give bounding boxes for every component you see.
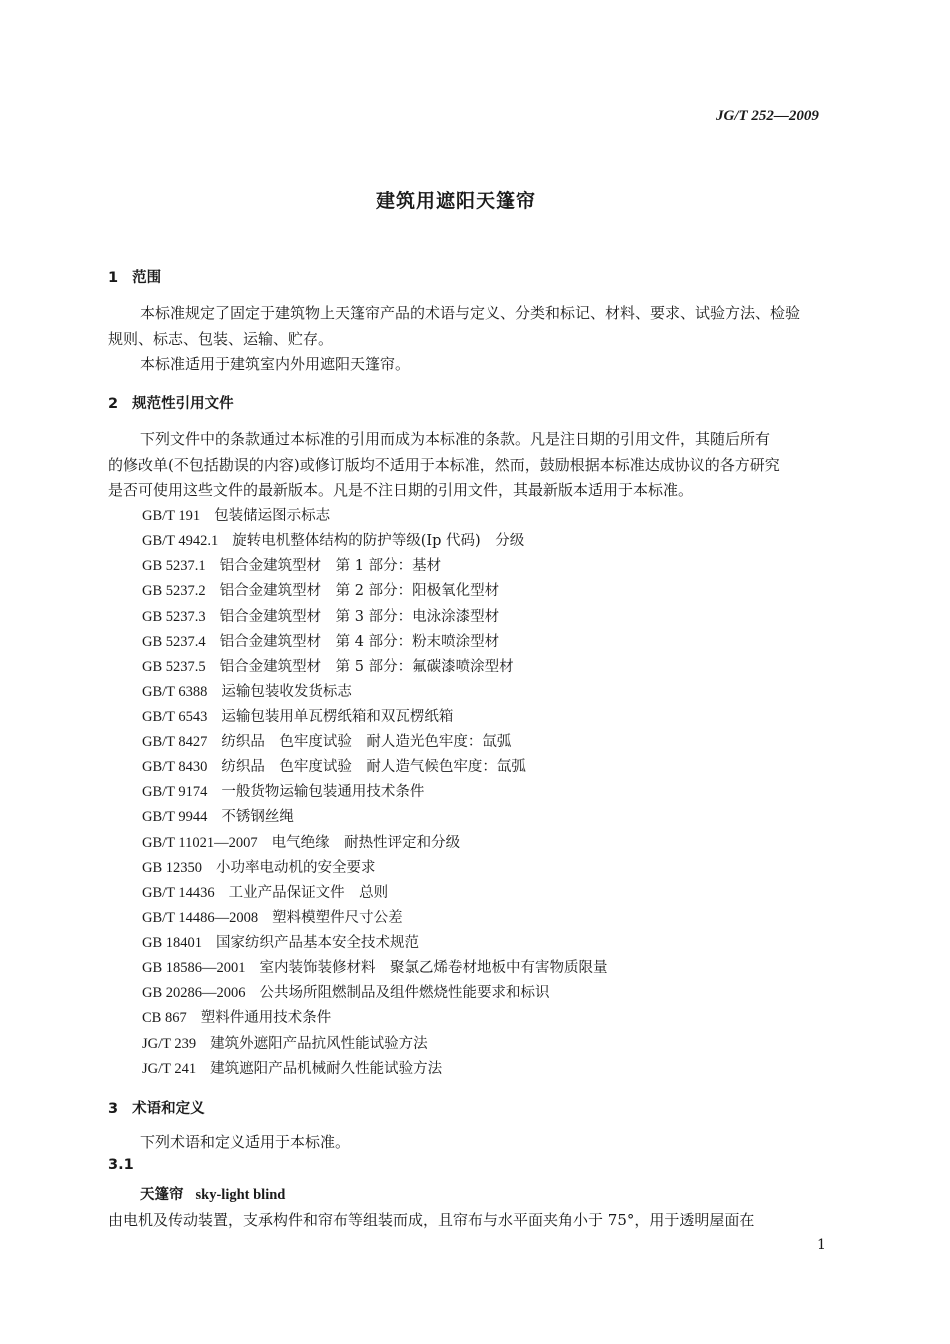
reference-item: [142, 630, 499, 651]
reference-code: GB/T 6388: [142, 683, 208, 700]
reference-item: [142, 605, 499, 626]
reference-code: GB 5237.5: [142, 658, 206, 675]
reference-code: GB/T 14486—2008: [142, 909, 259, 926]
section-title: 范围: [132, 270, 162, 286]
reference-code: GB 5237.2: [142, 583, 206, 600]
reference-item: [142, 579, 499, 600]
reference-code: GB/T 14436: [142, 884, 215, 901]
reference-code: GB 18401: [142, 935, 203, 951]
reference-title: 电气绝缘 耐热性评定和分级: [271, 834, 461, 851]
reference-title: 铝合金建筑型材 第 2 部分：阳极氧化型材: [219, 583, 500, 600]
reference-item: [142, 956, 608, 977]
reference-item: [142, 504, 330, 525]
reference-title: 工业产品保证文件 总则: [228, 884, 389, 901]
standard-code: JG/T 252—2009: [716, 108, 819, 124]
reference-item: [142, 805, 294, 826]
reference-code: JG/T 241: [142, 1060, 197, 1077]
reference-title: 塑料件通用技术条件: [200, 1010, 332, 1027]
reference-item: [142, 755, 526, 776]
reference-item: [142, 554, 441, 575]
reference-item: [142, 730, 511, 751]
reference-code: GB 5237.1: [142, 558, 206, 575]
reference-code: GB/T 4942.1: [142, 533, 219, 550]
paragraph: 本标准适用于建筑室内外用遮阳天篷帘。: [140, 355, 411, 373]
reference-item: [142, 680, 352, 701]
section-2-heading: [108, 392, 234, 413]
reference-title: 纺织品 色牢度试验 耐人造气候色牢度：氙弧: [221, 759, 526, 776]
reference-title: 一般货物运输包装通用技术条件: [221, 784, 425, 801]
reference-title: 包装储运图示标志: [214, 508, 331, 524]
paragraph: 的修改单(不包括勘误的内容)或修订版均不适用于本标准，然而，鼓励根据本标准达成协议的各方研究: [108, 456, 780, 474]
section-1-heading: [108, 266, 161, 287]
section-title: 规范性引用文件: [132, 396, 234, 412]
paragraph: 下列术语和定义适用于本标准。: [140, 1133, 351, 1151]
reference-item: [142, 981, 550, 1002]
reference-code: GB/T 8427: [142, 734, 208, 751]
reference-item: [142, 831, 460, 852]
reference-code: GB/T 11021—2007: [142, 834, 258, 851]
reference-code: GB/T 8430: [142, 759, 208, 776]
section-3-heading: [108, 1097, 205, 1118]
section-number: 3: [108, 1101, 119, 1117]
reference-code: GB 20286—2006: [142, 985, 246, 1002]
reference-code: JG/T 239: [142, 1035, 197, 1052]
reference-title: 铝合金建筑型材 第 1 部分：基材: [219, 558, 442, 575]
reference-item: [142, 856, 376, 877]
term-english: sky-light blind: [195, 1187, 286, 1203]
page-title: 建筑用遮阳天篷帘: [376, 190, 537, 212]
reference-code: GB/T 191: [142, 508, 201, 524]
reference-item: [142, 931, 419, 952]
reference-title: 建筑外遮阳产品抗风性能试验方法: [210, 1035, 428, 1052]
reference-item: [142, 655, 514, 676]
definition: 由电机及传动装置，支承构件和帘布等组装而成，且帘布与水平面夹角小于 75°，用于透明屋面在: [108, 1211, 755, 1229]
reference-title: 国家纺织产品基本安全技术规范: [216, 935, 420, 951]
reference-title: 室内装饰装修材料 聚氯乙烯卷材地板中有害物质限量: [259, 960, 608, 977]
reference-item: [142, 1032, 428, 1053]
reference-code: GB/T 6543: [142, 709, 208, 725]
reference-title: 塑料模塑件尺寸公差: [272, 909, 403, 926]
paragraph: 是否可使用这些文件的最新版本。凡是不注日期的引用文件，其最新版本适用于本标准。: [108, 481, 694, 499]
reference-title: 铝合金建筑型材 第 4 部分：粉末喷涂型材: [219, 633, 500, 650]
reference-code: GB/T 9944: [142, 809, 208, 826]
reference-title: 公共场所阻燃制品及组件燃烧性能要求和标识: [259, 985, 550, 1002]
section-title: 术语和定义: [132, 1101, 205, 1117]
term-entry: [140, 1183, 285, 1204]
reference-title: 旋转电机整体结构的防护等级(Ip 代码) 分级: [232, 533, 525, 550]
reference-title: 铝合金建筑型材 第 3 部分：电泳涂漆型材: [219, 608, 500, 625]
page-number: 1: [817, 1237, 826, 1253]
reference-code: GB 18586—2001: [142, 960, 246, 977]
reference-item: [142, 529, 524, 550]
section-number: 2: [108, 396, 119, 412]
section-number: 1: [108, 270, 119, 286]
reference-title: 纺织品 色牢度试验 耐人造光色牢度：氙弧: [221, 734, 512, 751]
term-chinese: 天篷帘: [140, 1187, 184, 1203]
reference-item: [142, 906, 403, 927]
reference-title: 小功率电动机的安全要求: [216, 859, 376, 876]
reference-title: 建筑遮阳产品机械耐久性能试验方法: [210, 1060, 443, 1077]
paragraph: 下列文件中的条款通过本标准的引用而成为本标准的条款。凡是注日期的引用文件，其随后所有: [140, 430, 771, 448]
reference-title: 运输包装收发货标志: [221, 683, 352, 700]
reference-item: [142, 1057, 442, 1078]
reference-title: 铝合金建筑型材 第 5 部分：氟碳漆喷涂型材: [219, 658, 514, 675]
paragraph: 本标准规定了固定于建筑物上天篷帘产品的术语与定义、分类和标记、材料、要求、试验方法、检验: [140, 304, 801, 322]
reference-item: [142, 1006, 331, 1027]
reference-code: GB/T 9174: [142, 784, 208, 801]
reference-code: GB 5237.3: [142, 608, 206, 625]
reference-code: GB 5237.4: [142, 633, 206, 650]
subsection-number: 3.1: [108, 1157, 134, 1173]
reference-item: [142, 881, 388, 902]
paragraph: 规则、标志、包装、运输、贮存。: [108, 330, 334, 348]
reference-item: [142, 780, 424, 801]
reference-code: GB 12350: [142, 859, 203, 876]
reference-title: 不锈钢丝绳: [221, 809, 294, 826]
reference-item: [142, 705, 453, 726]
reference-code: CB 867: [142, 1010, 187, 1027]
reference-title: 运输包装用单瓦楞纸箱和双瓦楞纸箱: [221, 709, 454, 725]
